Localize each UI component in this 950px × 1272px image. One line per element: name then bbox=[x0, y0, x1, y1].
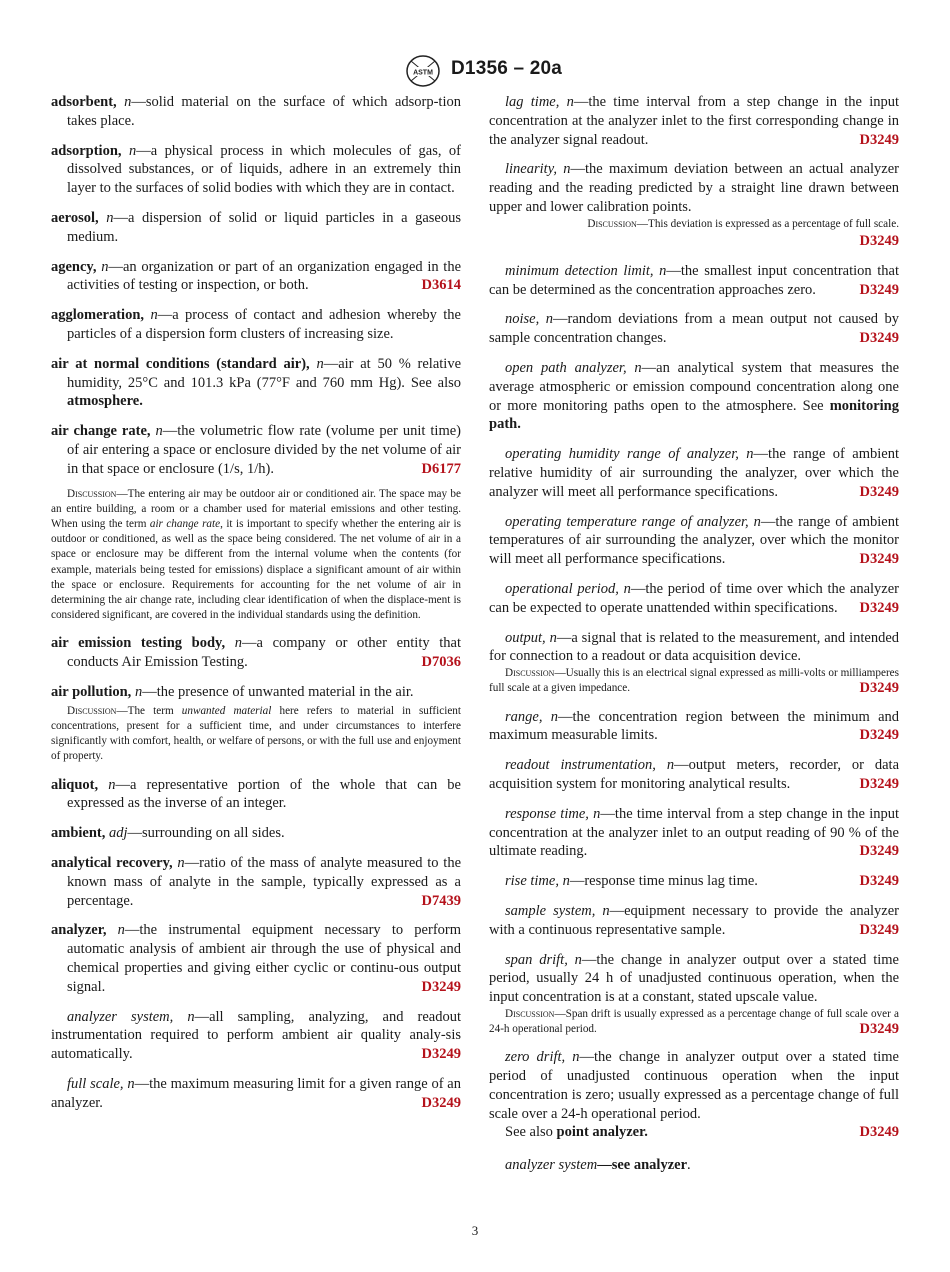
page-number: 3 bbox=[471, 1223, 479, 1238]
definition-span-drift: span drift, n—the change in analyzer output over a stated time period, usually 24 h of unadjusted continuous operation, when the input concentration is at a constant, stated upscale value. Discussion—Span drift is usually expressed as a percentage change of full scale over a 24-h operational period. D3249 bbox=[489, 951, 899, 1038]
definition-aliquot: aliquot, n—a representative portion of the whole that can be expressed as the inverse of an integer. bbox=[51, 776, 461, 812]
definition-zero-drift: zero drift, n—the change in analyzer output over a stated time period of unadjusted continuous operation when the input concentration is zero; usually expressed as a percentage change of full scale over a 24-h operational period. See also point analyzer. D3249 bbox=[489, 1049, 899, 1141]
definition-open-path-analyzer: open path analyzer, n—an analytical system that measures the average atmospheric or emission compound concentration along one or more monitoring paths open to the atmosphere. See monitoring path. bbox=[489, 359, 900, 433]
definition-noise: noise, n—random deviations from a mean output not caused by sample concentration changes. D3249 bbox=[489, 311, 900, 347]
reference-code: D3249 bbox=[859, 232, 899, 249]
definition-full-scale: full scale, n—the maximum measuring limit for a given range of an analyzer. D3249 bbox=[51, 1075, 461, 1111]
definition-ambient: ambient, adj—surrounding on all sides. bbox=[51, 825, 285, 842]
discussion-note: Discussion—This deviation is expressed as a percentage of full scale. bbox=[587, 217, 899, 230]
definition-analyzer-system-see: analyzer system—see analyzer. bbox=[505, 1157, 691, 1174]
definition-rise-time: rise time, n—response time minus lag time. D3249 bbox=[505, 873, 899, 890]
discussion-note: Discussion—Span drift is usually expressed as a percentage change of full scale over a 24-h operational period. D3249 bbox=[489, 1007, 899, 1038]
discussion-note: Discussion—The entering air may be outdoor air or conditioned air. The space may be an entire building, a room or a chamber used for material emissions and other testing. When using the term air change rate, it is important to specify whether the entering air is outdoor or conditioned, as well as the space being considered. The net volume of air in a space or enclosure may be different from the internal volume when the contents (for example, materials being tested for emissions) displace a significant amount of air within the space or enclosure. Requirements for accounting for the net volume of air in determining the air change rate, including clear identification of when the displace-ment is considered significant, are covered in the individual standards using the definition. bbox=[51, 487, 461, 622]
discussion-note: Discussion—The term unwanted material here refers to material in sufficient concentrations, present for a sufficient time, and under circumstances to interfere significantly with comfort, health, or welfare of persons, or with the full use and enjoyment of property. bbox=[51, 704, 461, 763]
reference-code: D3249 bbox=[859, 551, 899, 568]
definition-air-emission-testing-body: air emission testing body, n—a company or other entity that conducts Air Emission Testing. D7036 bbox=[51, 635, 461, 671]
reference-code: D3249 bbox=[859, 281, 899, 298]
definition-response-time: response time, n—the time interval from a step change in the input concentration at the analyzer inlet to an output reading of 90 % of the ultimate reading. D3249 bbox=[489, 805, 900, 860]
definition-analyzer: analyzer, n—the instrumental equipment necessary to perform automatic analysis of ambient air through the use of physical and chemical properties and giving either cyclic or continu-ous output signal. D3249 bbox=[51, 922, 462, 995]
document-id: D1356 – 20a bbox=[451, 58, 563, 79]
reference-code: D3249 bbox=[859, 131, 899, 148]
definition-adsorption: adsorption, n—a physical process in which molecules of gas, of dissolved substances, or of liquids, adhere in an extremely thin layer to the surfaces of solid bodies with which they are in contact. bbox=[51, 142, 462, 197]
definition-output: output, n—a signal that is related to the measurement, and intended for connection to a readout or data acquisition device. Discussion—Usually this is an electrical signal expressed as milli-volts or milliamperes full scale at a given impedance. D3249 bbox=[489, 629, 899, 697]
reference-code: D3249 bbox=[859, 727, 899, 744]
reference-code: D3249 bbox=[859, 330, 899, 347]
discussion-note: Discussion—Usually this is an electrical signal expressed as milli-volts or milliamperes full scale at a given impedance. D3249 bbox=[489, 667, 899, 697]
reference-code: D3249 bbox=[859, 483, 899, 500]
reference-code: D3249 bbox=[859, 873, 899, 890]
reference-code: D3249 bbox=[859, 680, 899, 697]
definition-air-change-rate: air change rate, n—the volumetric flow rate (volume per unit time) of air entering a space or enclosure divided by the net volume of air in that space or enclosure (1/s, 1/h). D6177 Discussion—The entering air may be outdoor air or conditioned air. The space may be an entire building, a room or a chamber used for material emissions and other testing. When using the term air change rate, it is important to specify whether the entering air is outdoor or conditioned, as well as the space being considered. The net volume of air in a space or enclosure may be different from the internal volume when the contents (for example, materials being tested for emissions) displace a significant amount of air within the space or enclosure. Requirements for accounting for the net volume of air in determining the air change rate, including clear identification of when the displace-ment is considered significant, are covered in the individual standards using the definition. bbox=[51, 422, 461, 623]
definition-aerosol: aerosol, n—a dispersion of solid or liquid particles in a gaseous medium. bbox=[51, 209, 461, 245]
definition-air-pollution: air pollution, n—the presence of unwanted material in the air. Discussion—The term unwanted material here refers to material in sufficient concentrations, present for a sufficient time, and under circumstances to interfere significantly with comfort, health, or welfare of persons, or with the full use and enjoyment of property. bbox=[51, 683, 461, 765]
svg-text:ASTM: ASTM bbox=[413, 69, 433, 77]
reference-code: D3249 bbox=[859, 775, 899, 792]
definition-operating-temperature-range: operating temperature range of analyzer, n—the range of ambient temperatures of air surrounding the analyzer, over which the monitor will meet all performance specifications. D3249 bbox=[489, 513, 900, 568]
definition-range: range, n—the concentration region between the minimum and maximum measurable limits. D3249 bbox=[489, 708, 900, 744]
astm-logo-icon bbox=[403, 55, 443, 87]
left-column bbox=[51, 93, 461, 1124]
reference-code: D3249 bbox=[859, 843, 899, 860]
definition-agglomeration: agglomeration, n—a process of contact and adhesion whereby the particles of a dispersion form clusters of increasing size. bbox=[51, 307, 461, 342]
reference-code: D3249 bbox=[859, 921, 899, 938]
definition-analytical-recovery: analytical recovery, n—ratio of the mass of analyte measured to the known mass of analyte in the sample, typically expressed as a percentage. D7439 bbox=[51, 854, 462, 909]
definition-air-normal-conditions: air at normal conditions (standard air), n—air at 50 % relative humidity, 25°C and 101.3 kPa (77°F and 760 mm Hg). See also atmosphere. bbox=[51, 355, 462, 410]
definition-lag-time: lag time, n—the time interval from a step change in the input concentration at the analyzer inlet to the first corresponding change in the analyzer signal readout. D3249 bbox=[489, 94, 900, 148]
reference-code: D7439 bbox=[421, 892, 461, 909]
reference-code: D6177 bbox=[421, 460, 461, 477]
definition-minimum-detection-limit: minimum detection limit, n—the smallest input concentration that can be determined as the concentration approaches zero. D3249 bbox=[489, 262, 899, 298]
page-header bbox=[0, 55, 950, 89]
definition-analyzer-system: analyzer system, n—all sampling, analyzing, and readout instrumentation required to perform ambient air quality analy-sis automatically. D3249 bbox=[51, 1008, 462, 1063]
reference-code: D7036 bbox=[421, 654, 461, 671]
reference-code: D3249 bbox=[859, 599, 899, 616]
reference-code: D3249 bbox=[859, 1021, 899, 1038]
definition-operational-period: operational period, n—the period of time over which the analyzer can be expected to operate unattended within specifications. D3249 bbox=[489, 580, 899, 616]
right-column bbox=[489, 93, 899, 1186]
reference-code: D3249 bbox=[421, 1046, 461, 1063]
definition-agency: agency, n—an organization or part of an organization engaged in the activities of testing or inspection, or both. D3614 bbox=[51, 258, 462, 294]
definition-operating-humidity-range: operating humidity range of analyzer, n—the range of ambient relative humidity of air surrounding the analyzer, over which the analyzer will meet all performance specifications. D3249 bbox=[489, 446, 900, 500]
reference-code: D3614 bbox=[421, 277, 461, 294]
reference-code: D3249 bbox=[421, 978, 461, 995]
reference-code: D3249 bbox=[421, 1094, 461, 1111]
definition-readout-instrumentation: readout instrumentation, n—output meters, recorder, or data acquisition system for monitoring analytical results. D3249 bbox=[489, 757, 900, 792]
see-also-line: See also point analyzer. D3249 bbox=[505, 1124, 899, 1141]
definition-linearity: linearity, n—the maximum deviation between an actual analyzer reading and the reading predicted by a straight line drawn between upper and lower calibration points. Discussion—This deviation is expressed as a percentage of full scale. D3249 bbox=[489, 161, 900, 249]
definition-adsorbent: adsorbent, n—solid material on the surface of which adsorp-tion takes place. bbox=[51, 94, 461, 129]
definition-sample-system: sample system, n—equipment necessary to provide the analyzer with a continuous representative sample. D3249 bbox=[489, 902, 900, 938]
reference-code: D3249 bbox=[859, 1124, 899, 1141]
